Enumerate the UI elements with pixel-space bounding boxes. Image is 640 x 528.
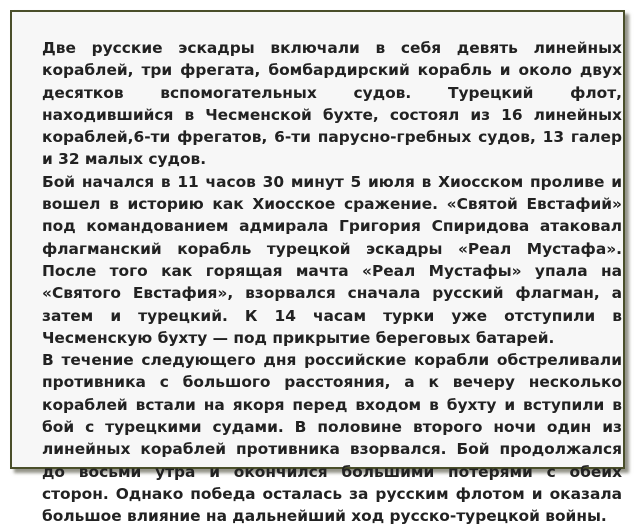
paragraph-2: Бой начался в 11 часов 30 минут 5 июля в Хиосском проливе и вошел в историю как Хиосское сражение. «Святой Евстафий» под командованием адмирала Григория Спиридова атаковал флагманский корабль турецкой эскадры «Реал Мустафа». После того как горящая мачта «Реал Мустафы» упала на «Святого Евстафия», взорвался сначала русский флагман, а затем и турецкий. К 14 часам турки уже отступили в Чесменскую бухту — под прикрытие береговых батарей. — [42, 172, 622, 347]
paragraph-3: В течение следующего дня российские корабли обстреливали противника с большого расстояния, а к вечеру несколько кораблей встали на якоря перед входом в бухту и вступили в бой с турецкими судами. В половине второго ночи один из линейных кораблей противника взорвался. Бой продолжался до восьми утра и окончился большими потерями с обеих сторон. Однако победа осталась за русским флотом и оказала большое влияние на дальнейший ход русско-турецкой войны. — [42, 351, 622, 526]
paragraph-1: Две русские эскадры включали в себя девять линейных кораблей, три фрегата, бомбардирский корабль и около двух десятков вспомогательных судов. Турецкий флот, находившийся в Чесменской бухте, состоял из 16 линейных кораблей,6-ти фрегатов, 6-ти парусно-гребных судов, 13 галер и 32 малых судов. — [42, 39, 622, 169]
text-frame — [10, 10, 625, 526]
article-text — [42, 37, 622, 528]
